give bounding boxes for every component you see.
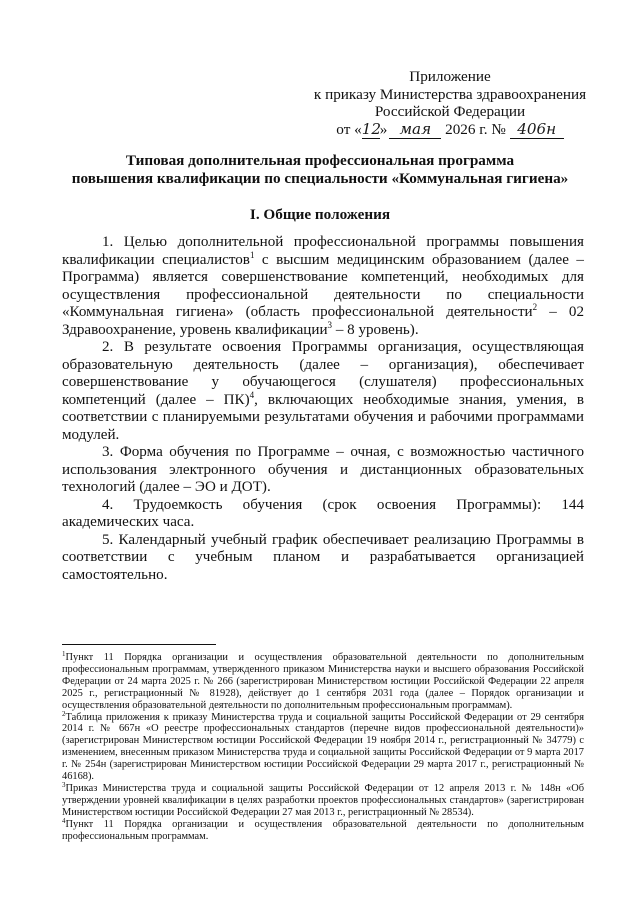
footnote-1 <box>62 652 584 712</box>
paragraph-3: 3. Форма обучения по Программе – очная, с возможностью частичного использования электронного обучения и дистанционных образовательных технологий (далее – ЭО и ДОТ). <box>62 444 584 495</box>
footnote-2 <box>62 709 584 783</box>
header-appendix-label: Приложение <box>409 68 491 85</box>
footnote-text: Таблица приложения к приказу Министерства труда и социальной защиты Российской Федерации от 29 сентября 2014 г. № 667н «О реестре профессиональных стандартов (перечне видов профессиональной деятельности)» (зарегистрирован Министерством юстиции Российской Федерации 19 ноября 2014 г., регистрационный № 34779) с изменением, внесенным приказом Министерства труда и социальной защиты Российской Федерации от 9 марта 2017 г. № 254н (зарегистрирован Министерством юстиции Российской Федерации 29 марта 2017 г., регистрационный № 46168). <box>62 711 584 783</box>
paragraph-2-text-b: , включающих необходимые знания, умения, в соответствии с планируемыми результатами обучения и рабочими программами модулей. <box>62 391 585 443</box>
title-line-1: Типовая дополнительная профессиональная программа <box>125 152 515 169</box>
footnote-number: 2 <box>62 709 66 718</box>
document-header <box>300 68 600 139</box>
paragraph-4: 4. Трудоемкость обучения (срок освоения Программы): 144 академических часа. <box>62 496 584 530</box>
handwritten-day: 12 <box>361 119 382 138</box>
footnote-number: 3 <box>62 780 66 789</box>
header-country-line: Российской Федерации <box>374 103 526 120</box>
paragraph-1-text-c: – 02 Здравоохранение, уровень квалификации <box>62 304 584 338</box>
document-body <box>62 234 584 584</box>
footnote-number: 4 <box>62 816 66 825</box>
handwritten-month: мая <box>389 121 441 140</box>
paragraph-1-text-d: – 8 уровень). <box>332 321 419 338</box>
footnote-text: Приказ Министерства труда и социальной защиты Российской Федерации от 12 апреля 2013 г. № 148н «Об утверждении уровней квалификации в целях разработки проектов профессиональных стандартов» (зарегистрирован Министерством юстиции Российской Федерации 27 мая 2013 г., регистрационный № 28534). <box>62 782 584 818</box>
date-year-text: 2026 г. № <box>445 120 506 138</box>
paragraph-1-text-a: 1. Целью дополнительной профессиональной программы повышения квалификации специалистов <box>62 234 584 268</box>
section-heading: I. Общие положения <box>249 206 391 223</box>
paragraph-2-text-a: 2. В результате освоения Программы организация, осуществляющая образовательную деятельность (далее – организация), обеспечивает совершенствование у обучающегося (слушателя) профессиональных компетенций (далее – ПК) <box>62 339 584 408</box>
paragraph-1 <box>62 234 584 339</box>
title-line-2: повышения квалификации по специальности «Коммунальная гигиена» <box>71 169 569 187</box>
handwritten-order-number: 406н <box>510 121 564 140</box>
paragraph-5: 5. Календарный учебный график обеспечивает реализацию Программы в соответствии с учебным планом и разрабатывается организацией самостоятельно. <box>62 531 584 583</box>
footnote-3 <box>62 780 584 819</box>
footnote-4 <box>62 816 584 843</box>
header-order-line: к приказу Министерства здравоохранения <box>313 85 587 103</box>
footnote-ref-1: 1 <box>249 249 255 260</box>
footnote-text: Пункт 11 Порядка организации и осуществления образовательной деятельности по дополнительным профессиональным программам, утвержденного приказом Министерства науки и высшего образования Российской Федерации от 24 марта 2025 г. № 266 (зарегистрирован Министерством юстиции Российской Федерации 22 апреля 2025 г., регистрационный № 81928), действует до 1 сентября 2031 года (далее – Порядок организации и осуществления образовательной деятельности по дополнительным профессиональным программам). <box>62 652 584 711</box>
document-title <box>60 152 580 187</box>
footnote-ref-4: 4 <box>249 389 255 400</box>
footnote-ref-3: 3 <box>327 319 333 330</box>
date-prefix: от « <box>336 120 362 138</box>
header-date-line <box>300 121 600 140</box>
paragraph-2 <box>62 339 584 444</box>
footnote-number: 1 <box>62 650 66 658</box>
footnotes <box>62 652 584 843</box>
date-mid: » <box>379 120 388 138</box>
footnote-text: Пункт 11 Порядка организации и осуществления образовательной деятельности по дополнительным профессиональным программам. <box>62 818 584 842</box>
footnote-ref-2: 2 <box>532 302 538 312</box>
paragraph-1-text-b: с высшим медицинским образованием (далее – Программа) является совершенствование компетенций, необходимых для осуществления профессиональной деятельности по специальности «Коммунальная гигиена» (область профессиональной деятельности <box>62 251 584 320</box>
footnote-separator <box>62 644 216 645</box>
